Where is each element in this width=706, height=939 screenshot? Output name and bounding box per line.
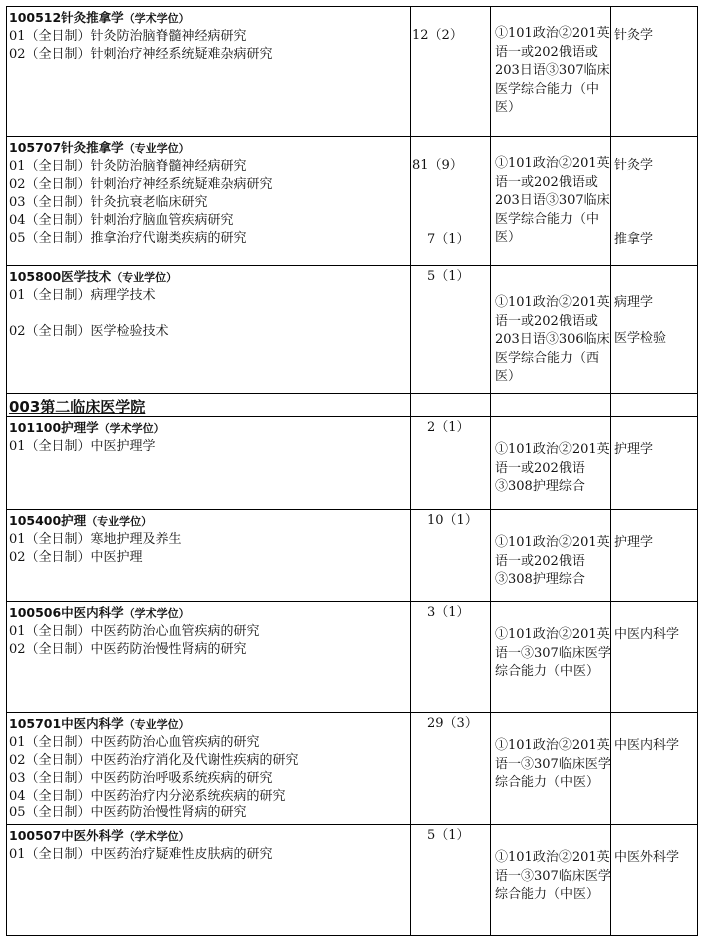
program-title: 100506中医内科学 [9, 605, 124, 620]
degree-type: （专业学位） [86, 515, 153, 528]
degree-type: （学术学位） [123, 607, 190, 620]
direction-item: 02（全日制）医学检验技术 [9, 324, 169, 339]
quota-value: 2（1） [427, 420, 470, 435]
retest-subject: 医学检验 [614, 331, 667, 346]
program-title: 105707针灸推拿学 [9, 140, 124, 155]
exam-subjects: ①101政治②201英语一或202俄语③308护理综合 [495, 442, 610, 494]
admissions-table [6, 6, 698, 936]
direction-item: 01（全日制）中医药防治心血管疾病的研究 [9, 735, 260, 750]
direction-item: 02（全日制）中医护理 [9, 550, 143, 565]
exam-subjects: ①101政治②201英语一或202俄语或203日语③307临床医学综合能力（中医） [495, 156, 610, 245]
quota-cell [427, 827, 502, 845]
table-row [7, 417, 697, 510]
program-cell [9, 827, 409, 864]
quota-cell [412, 27, 487, 45]
retest-subject: 病理学 [614, 295, 654, 310]
program-title: 100512针灸推拿学 [9, 10, 124, 25]
exam-subjects: ①101政治②201英语一或202俄语或203日语③306临床医学综合能力（西医） [495, 295, 610, 384]
direction-item: 01（全日制）病理学技术 [9, 288, 156, 303]
quota-cell [427, 419, 502, 437]
exam-subjects: ①101政治②201英语一或202俄语或203日语③307临床医学综合能力（中医） [495, 26, 610, 115]
program-cell [9, 139, 409, 248]
degree-type: （专业学位） [111, 271, 178, 284]
program-title: 100507中医外科学 [9, 828, 124, 843]
section-row [7, 394, 697, 417]
quota-value: 29（3） [427, 716, 478, 731]
direction-item: 03（全日制）针灸抗衰老临床研究 [9, 195, 208, 210]
table-row [7, 510, 697, 602]
exam-subjects: ①101政治②201英语一③307临床医学综合能力（中医） [495, 627, 611, 679]
direction-item: 01（全日制）中医药防治心血管疾病的研究 [9, 624, 260, 639]
table-row [7, 825, 697, 935]
program-title: 105400护理 [9, 513, 87, 528]
degree-type: （学术学位） [123, 12, 190, 25]
retest-subject: 护理学 [614, 535, 654, 550]
direction-item: 04（全日制）中医药治疗内分泌系统疾病的研究 [9, 789, 286, 804]
quota-value: 10（1） [427, 513, 478, 528]
quota-cell [412, 157, 487, 175]
program-cell [9, 268, 409, 341]
retest-subject: 针灸学 [614, 28, 654, 43]
direction-item: 05（全日制）中医药防治慢性肾病的研究 [9, 805, 247, 820]
direction-item: 01（全日制）针灸防治脑脊髓神经病研究 [9, 159, 247, 174]
retest-subject: 中医内科学 [614, 738, 680, 753]
retest-subject: 护理学 [614, 442, 654, 457]
quota-cell [427, 512, 502, 530]
program-cell [9, 715, 409, 820]
retest-subject: 中医内科学 [614, 627, 680, 642]
program-cell [9, 9, 409, 64]
program-title: 105701中医内科学 [9, 716, 124, 731]
direction-item: 01（全日制）针灸防治脑脊髓神经病研究 [9, 29, 247, 44]
quota-value: 81（9） [412, 158, 463, 173]
table-row [7, 7, 697, 137]
degree-type: （学术学位） [123, 830, 190, 843]
direction-item: 01（全日制）中医药治疗疑难性皮肤病的研究 [9, 847, 273, 862]
quota-cell [427, 268, 502, 286]
direction-item: 01（全日制）中医护理学 [9, 439, 156, 454]
program-title: 101100护理学 [9, 420, 99, 435]
quota-value: 7（1） [427, 232, 470, 247]
quota-value: 3（1） [427, 605, 470, 620]
quota-value: 12（2） [412, 28, 463, 43]
program-cell [9, 512, 409, 567]
direction-item: 01（全日制）寒地护理及养生 [9, 532, 182, 547]
table-row [7, 137, 697, 266]
program-cell [9, 419, 409, 456]
degree-type: （专业学位） [123, 142, 190, 155]
table-row [7, 266, 697, 394]
program-cell [9, 604, 409, 659]
degree-type: （学术学位） [98, 422, 165, 435]
section-title: 003第二临床医学院 [9, 398, 146, 416]
direction-item: 05（全日制）推拿治疗代谢类疾病的研究 [9, 231, 247, 246]
quota-cell [427, 715, 502, 733]
direction-item: 02（全日制）针刺治疗神经系统疑难杂病研究 [9, 47, 273, 62]
quota-value: 5（1） [427, 828, 470, 843]
direction-item: 04（全日制）针刺治疗脑血管疾病研究 [9, 213, 234, 228]
direction-item: 02（全日制）中医药防治慢性肾病的研究 [9, 642, 247, 657]
direction-item: 03（全日制）中医药防治呼吸系统疾病的研究 [9, 771, 273, 786]
degree-type: （专业学位） [123, 718, 190, 731]
exam-subjects: ①101政治②201英语一③307临床医学综合能力（中医） [495, 738, 611, 790]
exam-subjects: ①101政治②201英语一或202俄语③308护理综合 [495, 535, 610, 587]
table-row [7, 602, 697, 713]
program-title: 105800医学技术 [9, 269, 112, 284]
quota-value: 5（1） [427, 269, 470, 284]
retest-subject: 中医外科学 [614, 850, 680, 865]
retest-subject: 推拿学 [614, 232, 654, 247]
retest-subject: 针灸学 [614, 158, 654, 173]
quota-cell [427, 604, 502, 622]
table-row [7, 713, 697, 825]
exam-subjects: ①101政治②201英语一③307临床医学综合能力（中医） [495, 850, 611, 902]
direction-item: 02（全日制）中医药治疗消化及代谢性疾病的研究 [9, 753, 299, 768]
direction-item: 02（全日制）针刺治疗神经系统疑难杂病研究 [9, 177, 273, 192]
quota-cell [427, 231, 502, 249]
